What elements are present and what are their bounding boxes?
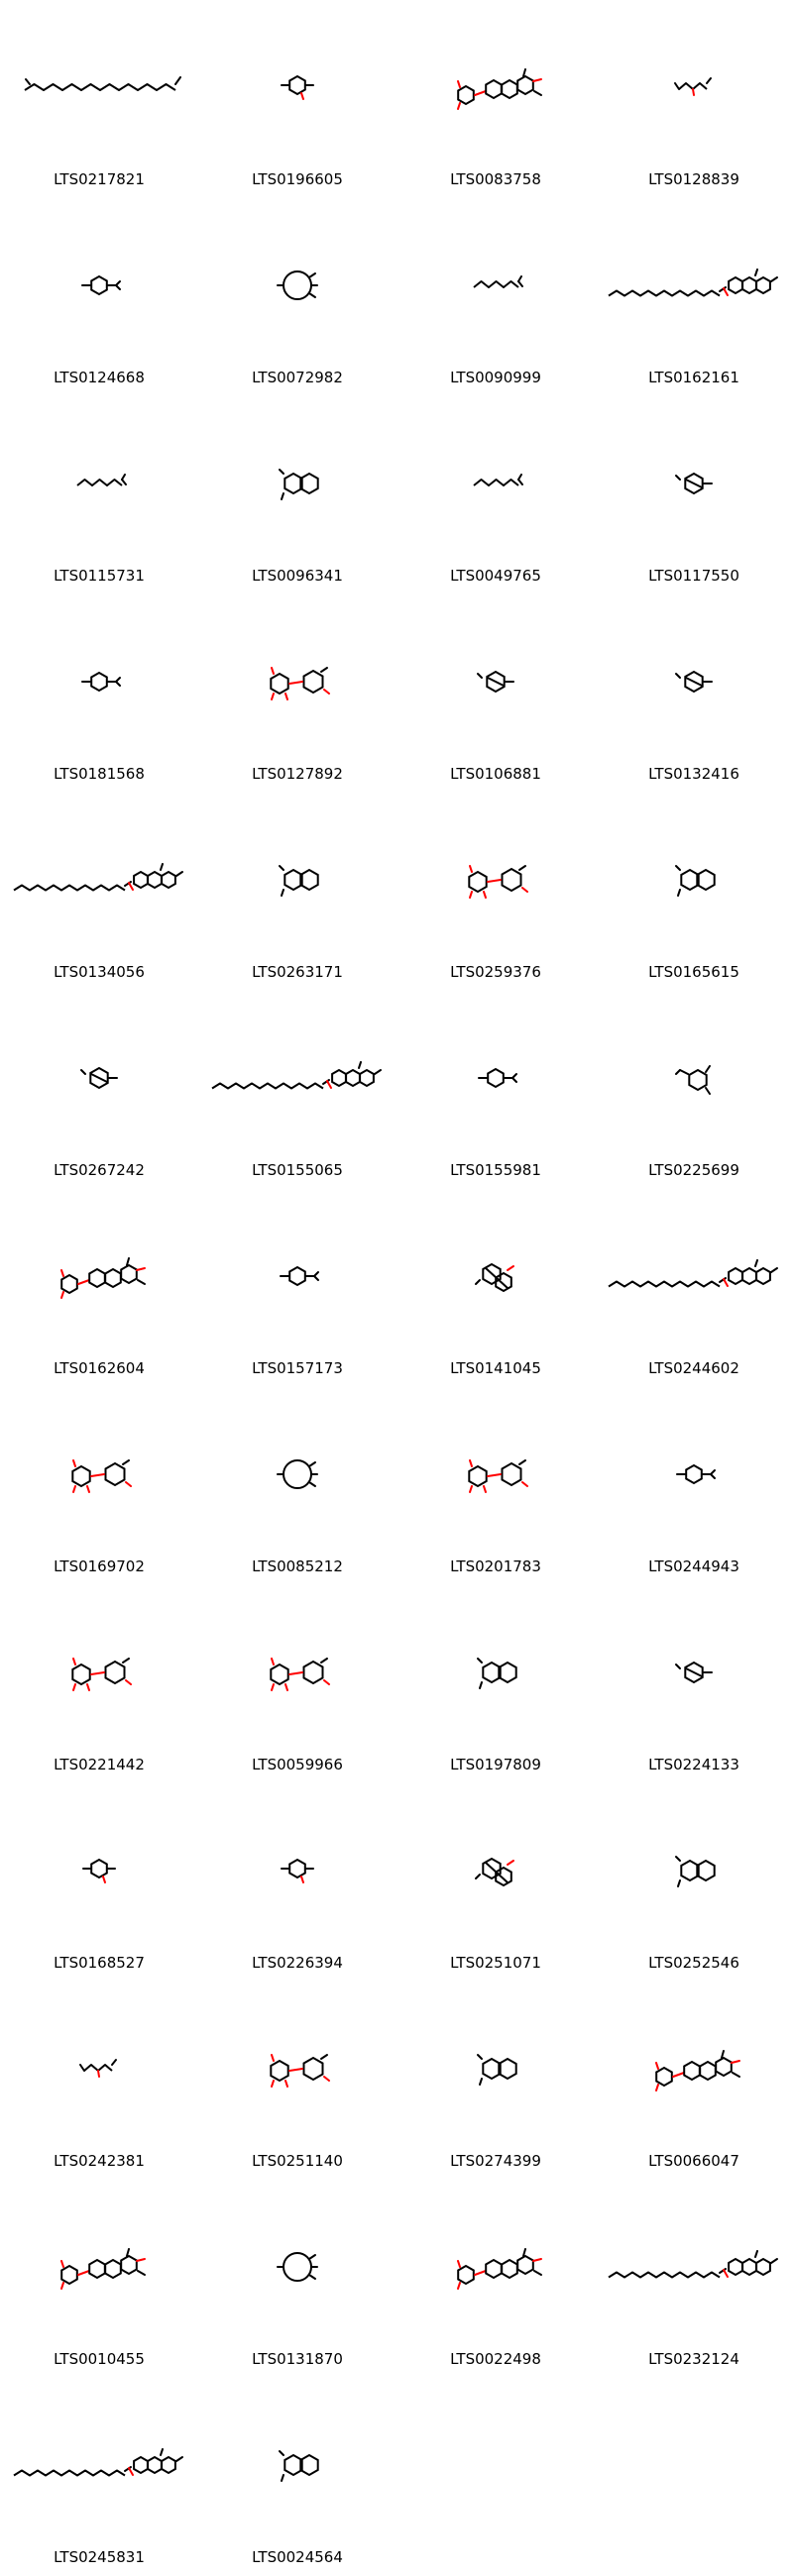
bonds [61,1258,145,1298]
molecule-cell [198,0,396,198]
molecule-id-label: LTS0106881 [450,765,541,783]
molecule-cell [198,1783,396,1982]
bonds [82,276,120,294]
molecule-structure [0,198,198,367]
molecule-cell [198,2180,396,2378]
molecule-structure [595,594,793,763]
molecule-id-label: LTS0128839 [648,170,739,188]
bonds [72,1460,131,1492]
molecule-cell [0,991,198,1189]
molecule-id-label: LTS0267242 [54,1161,145,1179]
molecule-cell [595,198,793,396]
molecule-cell [595,2180,793,2378]
molecule-structure [595,0,793,168]
molecule-id-label: LTS0066047 [648,2152,739,2170]
molecule-id-label: LTS0244943 [648,1557,739,1575]
molecule-structure [198,0,396,168]
molecule-cell [396,594,595,793]
molecule-structure [0,991,198,1159]
molecule-cell [0,2378,198,2576]
bonds [282,76,313,99]
bonds [14,864,182,891]
bonds [212,1062,381,1089]
molecule-id-label: LTS0010455 [54,2350,145,2368]
bonds [476,1859,513,1885]
molecule-id-label: LTS0155065 [252,1161,343,1179]
bonds [82,673,120,691]
molecule-id-label: LTS0085212 [252,1557,343,1575]
molecule-cell [396,396,595,594]
molecule-structure [396,1783,595,1952]
molecule-cell [396,991,595,1189]
bonds [609,2251,777,2278]
molecule-id-label: LTS0132416 [648,765,739,783]
molecule-id-label: LTS0162604 [54,1359,145,1377]
molecule-structure [0,1585,198,1754]
molecule-id-label: LTS0157173 [252,1359,343,1377]
molecule-structure [595,198,793,367]
bonds [278,2253,317,2281]
bonds [271,1659,329,1690]
molecule-structure [198,793,396,961]
molecule-structure [198,1189,396,1357]
molecule-cell [396,0,595,198]
bonds [77,475,126,485]
bonds [271,2055,329,2087]
molecule-cell [0,594,198,793]
molecule-id-label: LTS0232124 [648,2350,739,2368]
molecule-cell [396,198,595,396]
bonds [14,2449,182,2476]
molecule-cell [198,991,396,1189]
molecule-structure [198,2180,396,2348]
molecule-cell [595,594,793,793]
molecule-structure [198,2378,396,2546]
bonds [474,276,522,287]
bonds [676,1066,710,1094]
bonds [281,1267,318,1285]
bonds [278,1460,317,1488]
molecule-cell [595,991,793,1189]
molecule-cell [595,1783,793,1982]
molecule-cell [198,1982,396,2180]
molecule-cell [0,0,198,198]
molecule-structure [0,1982,198,2150]
molecule-id-label: LTS0022498 [450,2350,541,2368]
molecule-cell [0,1585,198,1783]
molecule-cell [0,1387,198,1585]
molecule-structure [198,594,396,763]
molecule-cell [396,1783,595,1982]
molecule-cell [0,198,198,396]
bonds [474,475,522,485]
molecule-id-label: LTS0131870 [252,2350,343,2368]
molecule-structure [198,198,396,367]
molecule-id-label: LTS0251140 [252,2152,343,2170]
molecule-structure [595,991,793,1159]
bonds [80,2060,116,2077]
bonds [61,2249,145,2289]
molecule-cell [595,1982,793,2180]
bonds [676,474,712,493]
molecule-cell [396,2180,595,2378]
molecule-cell [396,1189,595,1387]
molecule-id-label: LTS0201783 [450,1557,541,1575]
molecule-structure [595,1387,793,1556]
bonds [676,866,715,896]
bonds [656,2051,739,2091]
molecule-structure [0,793,198,961]
molecule-structure [198,991,396,1159]
bonds [476,1264,513,1291]
molecule-structure [198,1783,396,1952]
molecule-structure [0,0,198,168]
bonds [458,69,541,109]
molecule-id-label: LTS0263171 [252,963,343,981]
molecule-structure [396,1189,595,1357]
bonds [469,1460,527,1492]
bonds [282,1860,313,1882]
molecule-id-label: LTS0197809 [450,1756,541,1773]
bonds [675,78,711,95]
molecule-structure [595,1585,793,1754]
molecule-structure [0,396,198,565]
molecule-id-label: LTS0196605 [252,170,343,188]
molecule-cell [0,1982,198,2180]
molecule-structure [595,396,793,565]
molecule-id-label: LTS0252546 [648,1954,739,1972]
molecule-cell [198,396,396,594]
bonds [81,1068,117,1088]
molecule-cell [0,396,198,594]
molecule-id-label: LTS0059966 [252,1756,343,1773]
molecule-cell [396,1585,595,1783]
molecule-id-label: LTS0274399 [450,2152,541,2170]
bonds [609,269,777,296]
bonds [609,1260,777,1287]
molecule-structure [396,0,595,168]
molecule-structure [595,1189,793,1357]
molecule-id-label: LTS0217821 [54,170,145,188]
molecule-structure [396,2180,595,2348]
molecule-id-label: LTS0090999 [450,369,541,386]
molecule-id-label: LTS0072982 [252,369,343,386]
molecule-id-label: LTS0141045 [450,1359,541,1377]
molecule-id-label: LTS0117550 [648,567,739,585]
molecule-id-label: LTS0225699 [648,1161,739,1179]
molecule-id-label: LTS0168527 [54,1954,145,1972]
molecule-cell [0,1783,198,1982]
molecule-id-label: LTS0165615 [648,963,739,981]
molecule-structure [198,1982,396,2150]
molecule-cell [0,2180,198,2378]
molecule-cell [198,1387,396,1585]
molecule-cell [198,198,396,396]
molecule-cell [595,793,793,991]
molecule-id-label: LTS0259376 [450,963,541,981]
molecule-structure [396,991,595,1159]
molecule-id-label: LTS0155981 [450,1161,541,1179]
molecule-cell [0,793,198,991]
molecule-structure [595,1982,793,2150]
molecule-structure [198,396,396,565]
molecule-cell [0,1189,198,1387]
molecule-structure [396,1982,595,2150]
molecule-id-label: LTS0244602 [648,1359,739,1377]
molecule-structure [0,2180,198,2348]
molecule-id-label: LTS0096341 [252,567,343,585]
bonds [478,672,513,692]
molecule-structure [396,1387,595,1556]
bonds [83,1860,115,1882]
bonds [72,1659,131,1690]
molecule-structure [396,1585,595,1754]
molecule-structure [0,1189,198,1357]
bonds [280,470,318,499]
molecule-id-label: LTS0049765 [450,567,541,585]
bonds [469,866,527,898]
bonds [676,672,712,692]
molecule-cell [595,396,793,594]
bonds [271,668,329,699]
molecule-cell [198,2378,396,2576]
bonds [25,77,180,90]
molecule-id-label: LTS0124668 [54,369,145,386]
molecule-structure [396,198,595,367]
molecule-id-label: LTS0162161 [648,369,739,386]
molecule-id-label: LTS0134056 [54,963,145,981]
bonds [478,2055,516,2085]
molecule-structure [396,594,595,763]
molecule-cell [198,1189,396,1387]
molecule-structure [198,1585,396,1754]
bonds [458,2249,541,2289]
molecule-cell [198,594,396,793]
molecule-structure [0,594,198,763]
molecule-structure [0,1783,198,1952]
molecule-structure [396,396,595,565]
molecule-cell [396,1982,595,2180]
molecule-id-label: LTS0169702 [54,1557,145,1575]
bonds [278,271,317,299]
bonds [676,1857,715,1886]
bonds [280,2451,318,2481]
bonds [280,866,318,896]
molecule-structure [595,1783,793,1952]
molecule-structure [0,2378,198,2546]
molecule-id-label: LTS0251071 [450,1954,541,1972]
molecule-structure [198,1387,396,1556]
molecule-id-label: LTS0245831 [54,2548,145,2566]
bonds [677,1465,715,1483]
molecule-structure [396,793,595,961]
molecule-id-label: LTS0127892 [252,765,343,783]
molecule-id-label: LTS0181568 [54,765,145,783]
molecule-structure [595,793,793,961]
bonds [479,1069,516,1087]
molecule-id-label: LTS0221442 [54,1756,145,1773]
molecule-cell [198,1585,396,1783]
molecule-cell [595,1387,793,1585]
molecule-id-label: LTS0242381 [54,2152,145,2170]
molecule-cell [595,1189,793,1387]
molecule-cell [595,1585,793,1783]
molecule-cell [396,1387,595,1585]
molecule-cell [198,793,396,991]
molecule-cell [396,793,595,991]
molecule-id-label: LTS0083758 [450,170,541,188]
molecule-id-label: LTS0226394 [252,1954,343,1972]
molecule-id-label: LTS0024564 [252,2548,343,2566]
bonds [676,1663,712,1682]
molecule-structure [0,1387,198,1556]
molecule-id-label: LTS0224133 [648,1756,739,1773]
molecule-cell [595,0,793,198]
bonds [478,1659,516,1688]
molecule-id-label: LTS0115731 [54,567,145,585]
molecule-structure [595,2180,793,2348]
